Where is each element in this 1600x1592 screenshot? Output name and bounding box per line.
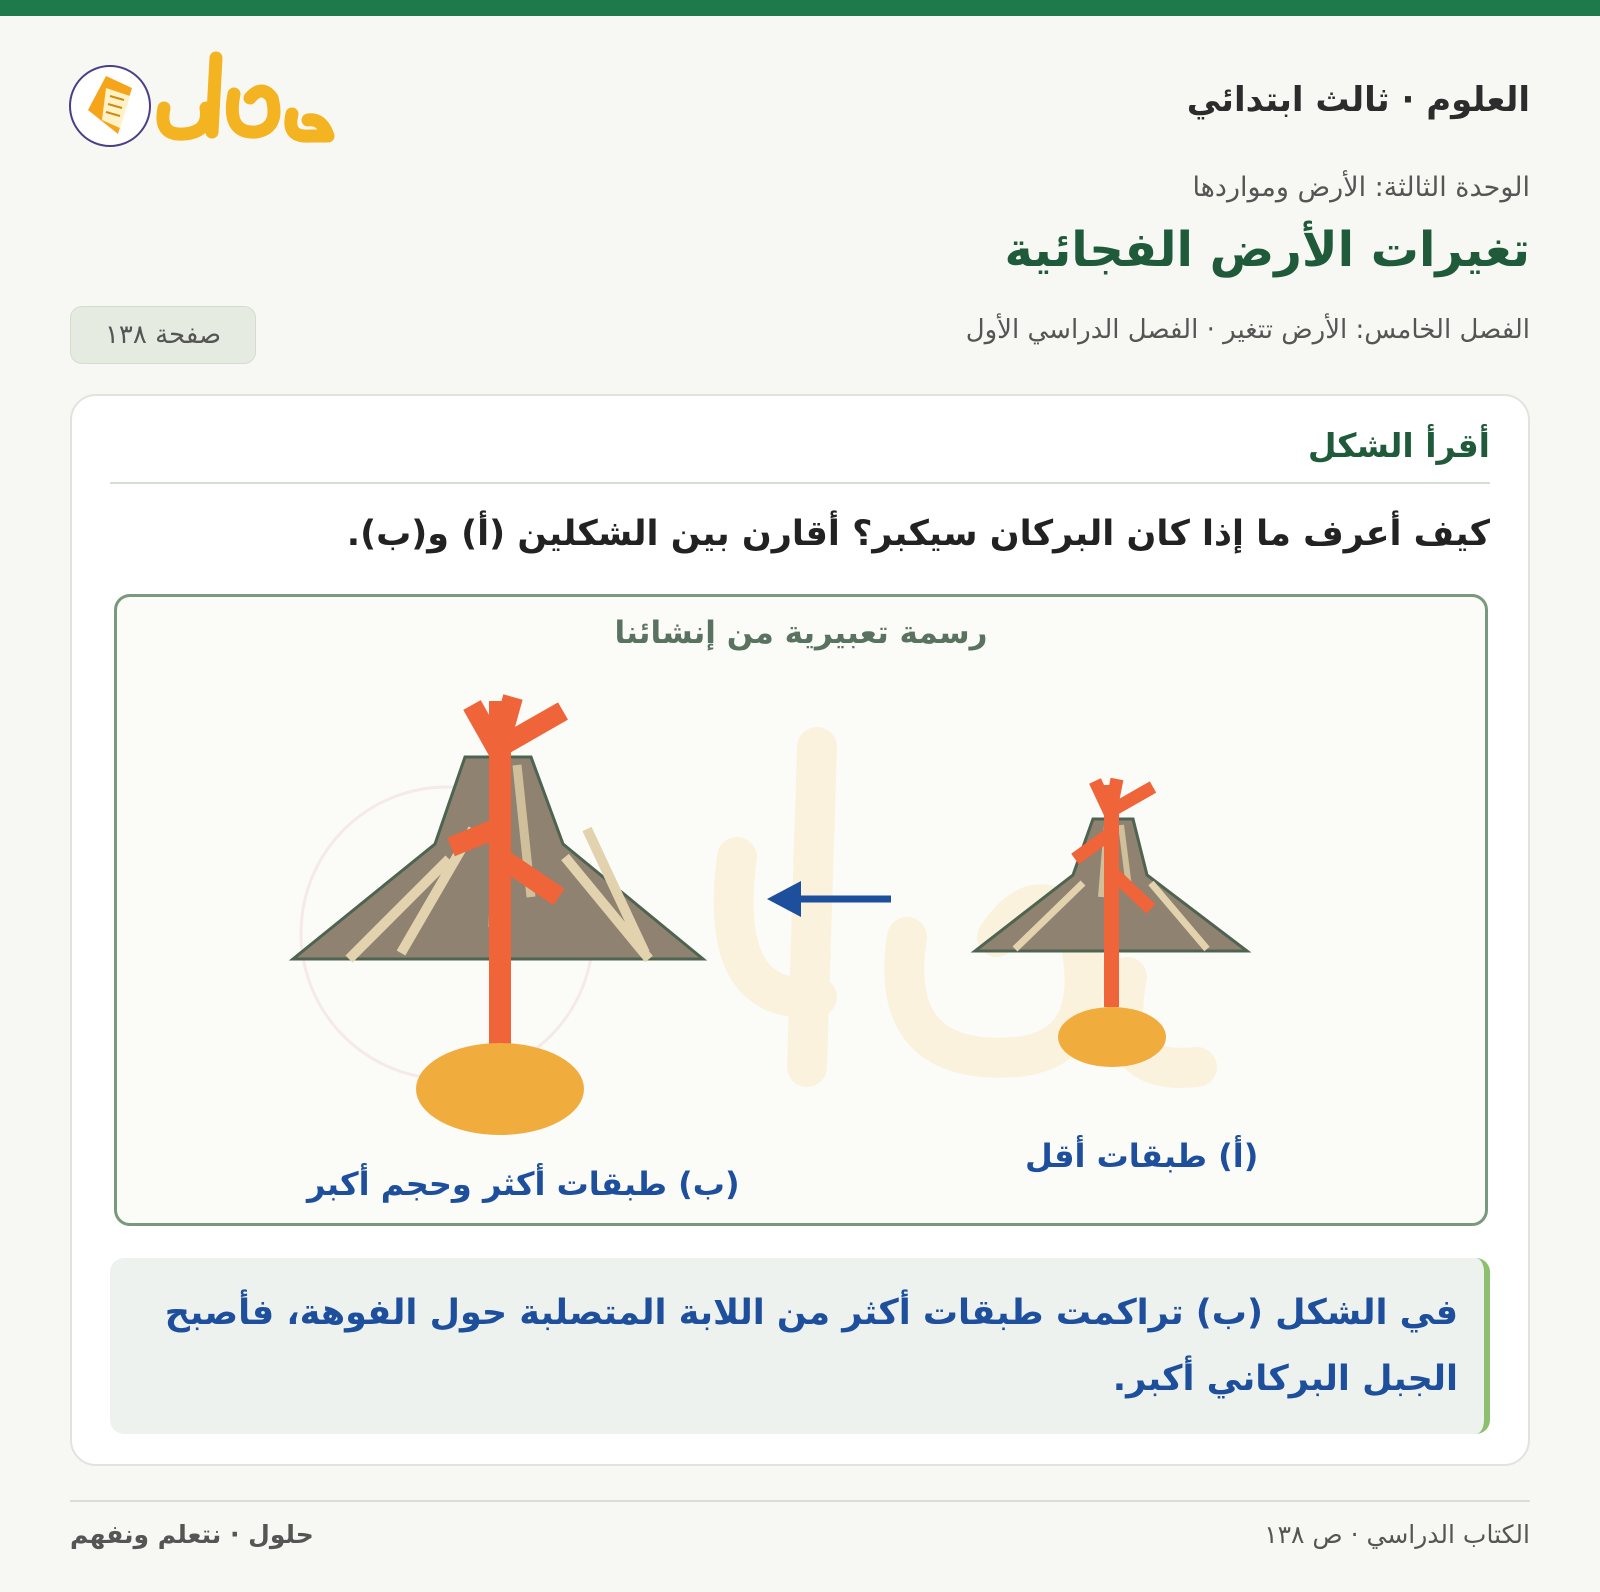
footer-brand: حلول · نتعلم ونفهم	[70, 1520, 314, 1549]
volcano-figure	[114, 594, 1488, 1226]
exercise-card	[70, 394, 1530, 1466]
hulul-logo[interactable]	[66, 48, 336, 158]
section-title: أقرأ الشكل	[1307, 426, 1490, 465]
lesson-title: تغيرات الأرض الفجائية	[1004, 222, 1530, 278]
footer-divider	[70, 1500, 1530, 1502]
top-accent-bar	[0, 0, 1600, 16]
answer-text: في الشكل (ب) تراكمت طبقات أكثر من اللابة المتصلبة حول الفوهة، فأصبح الجبل البركاني أكبر.	[164, 1293, 1458, 1399]
question-text: كيف أعرف ما إذا كان البركان سيكبر؟ أقارن بين الشكلين (أ) و(ب).	[346, 514, 1490, 554]
figure-caption: رسمة تعبيرية من إنشائنا	[614, 615, 988, 651]
footer-book-page: الكتاب الدراسي · ص ١٣٨	[1264, 1520, 1530, 1549]
figure-label-b: (ب) طبقات أكثر وحجم أكبر	[307, 1165, 740, 1203]
volcano-illustration	[117, 597, 1485, 1223]
section-divider	[110, 482, 1490, 484]
figure-label-a: (أ) طبقات أقل	[1025, 1137, 1259, 1175]
large-volcano-b	[293, 697, 703, 1135]
subject-grade-title: العلوم · ثالث ابتدائي	[1186, 80, 1530, 120]
answer-box	[110, 1258, 1490, 1434]
page-number-badge: صفحة ١٣٨	[70, 306, 256, 364]
small-volcano-a	[975, 779, 1247, 1067]
chapter-semester-label: الفصل الخامس: الأرض تتغير · الفصل الدراسي الأول	[965, 315, 1530, 345]
unit-label: الوحدة الثالثة: الأرض ومواردها	[1192, 172, 1530, 203]
